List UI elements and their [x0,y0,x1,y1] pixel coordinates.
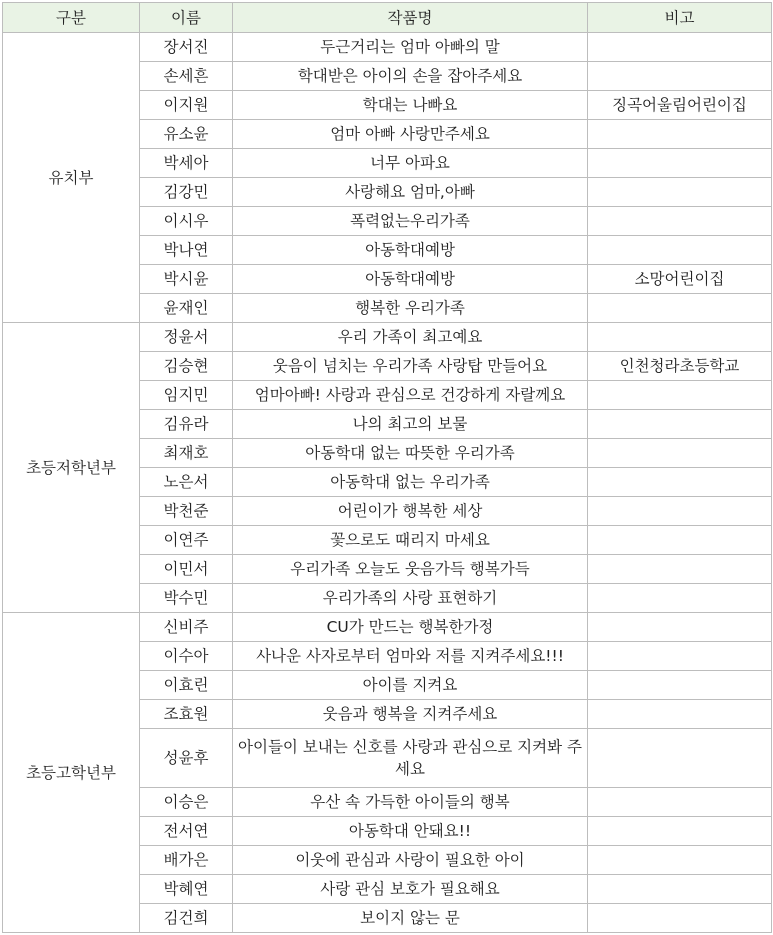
name-cell: 이승은 [140,788,233,817]
note-cell [588,700,772,729]
note-cell [588,729,772,788]
title-cell: 우리 가족이 최고예요 [233,323,588,352]
title-cell: 사랑해요 엄마,아빠 [233,178,588,207]
name-cell: 이지원 [140,91,233,120]
title-cell: 아이들이 보내는 신호를 사랑과 관심으로 지켜봐 주세요 [233,729,588,788]
name-cell: 박세아 [140,149,233,178]
note-cell: 징곡어울림어린이집 [588,91,772,120]
title-cell: 아동학대예방 [233,265,588,294]
name-cell: 박시윤 [140,265,233,294]
name-cell: 임지민 [140,381,233,410]
title-cell: 행복한 우리가족 [233,294,588,323]
title-cell: 두근거리는 엄마 아빠의 말 [233,33,588,62]
header-name: 이름 [140,3,233,33]
name-cell: 조효원 [140,700,233,729]
award-table [2,2,772,933]
note-cell [588,381,772,410]
header-note: 비고 [588,3,772,33]
title-cell: 나의 최고의 보물 [233,410,588,439]
name-cell: 이효린 [140,671,233,700]
name-cell: 이연주 [140,526,233,555]
name-cell: 윤재인 [140,294,233,323]
table-row [3,323,772,352]
note-cell [588,410,772,439]
name-cell: 전서연 [140,817,233,846]
title-cell: 학대받은 아이의 손을 잡아주세요 [233,62,588,91]
note-cell [588,33,772,62]
name-cell: 김유라 [140,410,233,439]
name-cell: 이시우 [140,207,233,236]
note-cell: 인천청라초등학교 [588,352,772,381]
note-cell [588,323,772,352]
header-title: 작품명 [233,3,588,33]
header-row [3,3,772,33]
name-cell: 손세흔 [140,62,233,91]
name-cell: 이민서 [140,555,233,584]
name-cell: 정윤서 [140,323,233,352]
title-cell: 아동학대 없는 따뜻한 우리가족 [233,439,588,468]
name-cell: 김건희 [140,904,233,933]
note-cell [588,178,772,207]
note-cell [588,294,772,323]
title-cell: CU가 만드는 행복한가정 [233,613,588,642]
table-row [3,613,772,642]
title-cell: 우리가족 오늘도 웃음가득 행복가득 [233,555,588,584]
note-cell [588,468,772,497]
name-cell: 박혜연 [140,875,233,904]
table-row [3,33,772,62]
note-cell [588,120,772,149]
note-cell [588,207,772,236]
title-cell: 보이지 않는 문 [233,904,588,933]
name-cell: 배가은 [140,846,233,875]
name-cell: 신비주 [140,613,233,642]
note-cell [588,846,772,875]
note-cell [588,236,772,265]
note-cell [588,788,772,817]
title-cell: 사나운 사자로부터 엄마와 저를 지켜주세요!!! [233,642,588,671]
title-cell: 엄마 아빠 사랑만주세요 [233,120,588,149]
title-cell: 폭력없는우리가족 [233,207,588,236]
category-cell: 초등저학년부 [3,323,140,613]
title-cell: 아동학대예방 [233,236,588,265]
note-cell [588,671,772,700]
name-cell: 노은서 [140,468,233,497]
header-category: 구분 [3,3,140,33]
name-cell: 박수민 [140,584,233,613]
note-cell: 소망어린이집 [588,265,772,294]
title-cell: 아동학대 없는 우리가족 [233,468,588,497]
title-cell: 어린이가 행복한 세상 [233,497,588,526]
note-cell [588,817,772,846]
note-cell [588,526,772,555]
name-cell: 유소윤 [140,120,233,149]
title-cell: 이웃에 관심과 사랑이 필요한 아이 [233,846,588,875]
note-cell [588,642,772,671]
note-cell [588,62,772,91]
title-cell: 아동학대 안돼요!! [233,817,588,846]
category-cell: 초등고학년부 [3,613,140,933]
category-cell: 유치부 [3,33,140,323]
note-cell [588,904,772,933]
note-cell [588,613,772,642]
name-cell: 박나연 [140,236,233,265]
title-cell: 우산 속 가득한 아이들의 행복 [233,788,588,817]
note-cell [588,875,772,904]
note-cell [588,497,772,526]
title-cell: 꽃으로도 때리지 마세요 [233,526,588,555]
title-cell: 웃음이 넘치는 우리가족 사랑탑 만들어요 [233,352,588,381]
table-body [3,33,772,933]
name-cell: 최재호 [140,439,233,468]
title-cell: 엄마아빠! 사랑과 관심으로 건강하게 자랄께요 [233,381,588,410]
note-cell [588,439,772,468]
name-cell: 장서진 [140,33,233,62]
title-cell: 웃음과 행복을 지켜주세요 [233,700,588,729]
title-cell: 우리가족의 사랑 표현하기 [233,584,588,613]
title-cell: 사랑 관심 보호가 필요해요 [233,875,588,904]
name-cell: 성윤후 [140,729,233,788]
name-cell: 김승현 [140,352,233,381]
name-cell: 이수아 [140,642,233,671]
title-cell: 너무 아파요 [233,149,588,178]
title-cell: 학대는 나빠요 [233,91,588,120]
note-cell [588,584,772,613]
name-cell: 박천준 [140,497,233,526]
title-cell: 아이를 지켜요 [233,671,588,700]
name-cell: 김강민 [140,178,233,207]
note-cell [588,149,772,178]
note-cell [588,555,772,584]
